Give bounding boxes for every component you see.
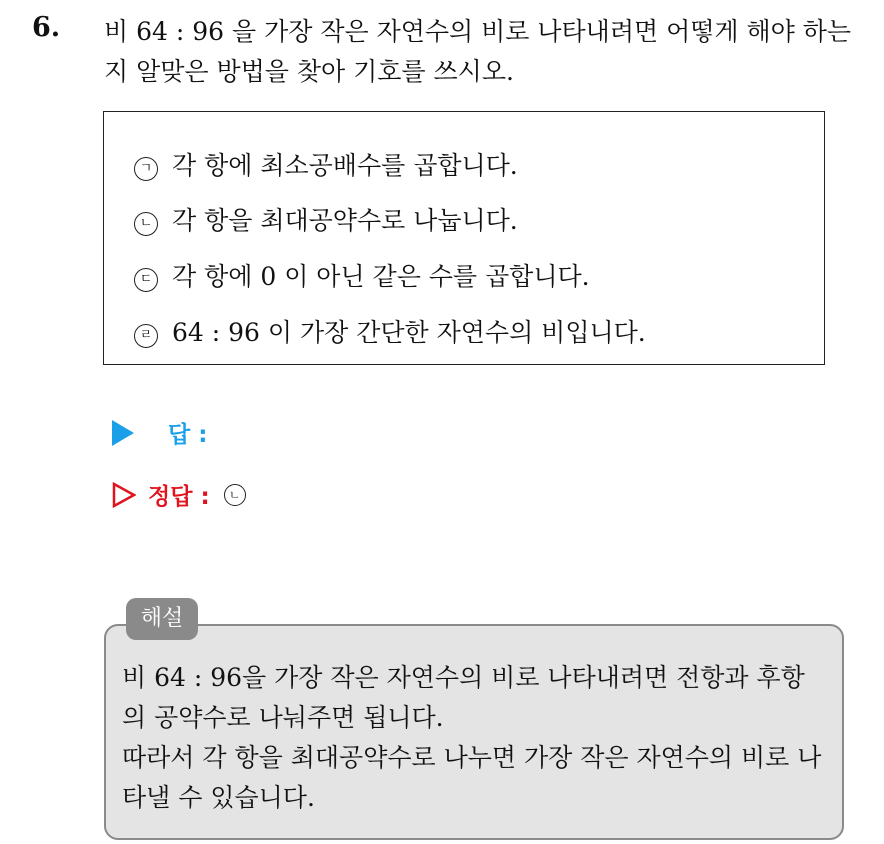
choice-mark-4: ㄹ — [134, 324, 158, 348]
correct-label: 정답 : — [148, 484, 210, 510]
explanation-line-2: 따라서 각 항을 최대공약수로 나누면 가장 작은 자연수의 비로 나타낼 수 있습니다. — [122, 743, 822, 812]
correct-answer-mark: ㄴ — [224, 484, 246, 506]
choice-text-4: 64 : 96 이 가장 간단한 자연수의 비입니다. — [172, 318, 646, 347]
choice-1 — [134, 150, 518, 182]
choices-box — [103, 111, 825, 365]
choice-text-2: 각 항을 최대공약수로 나눕니다. — [172, 206, 518, 235]
answer-label: 답 : — [168, 422, 208, 448]
choice-2 — [134, 205, 518, 237]
choice-mark-3: ㄷ — [134, 268, 158, 292]
explanation-text — [122, 658, 828, 818]
correct-row — [112, 478, 246, 511]
choice-3 — [134, 261, 590, 293]
choice-mark-2: ㄴ — [134, 212, 158, 236]
question-text: 비 64 : 96 을 가장 작은 자연수의 비로 나타내려면 어떻게 해야 하는지 알맞은 방법을 찾아 기호를 쓰시오. — [104, 17, 852, 86]
explanation-line-1: 비 64 : 96을 가장 작은 자연수의 비로 나타내려면 전항과 후항의 공약수로 나눠주면 됩니다. — [122, 663, 805, 732]
play-outline-icon — [112, 482, 136, 508]
explanation-title: 해설 — [126, 598, 198, 640]
answer-row — [112, 416, 207, 449]
choice-text-3: 각 항에 0 이 아닌 같은 수를 곱합니다. — [172, 262, 590, 291]
choice-text-1: 각 항에 최소공배수를 곱합니다. — [172, 151, 518, 180]
choice-4 — [134, 317, 646, 349]
question-number: 6. — [32, 12, 61, 43]
play-filled-icon — [112, 420, 134, 446]
choice-mark-1: ㄱ — [134, 157, 158, 181]
